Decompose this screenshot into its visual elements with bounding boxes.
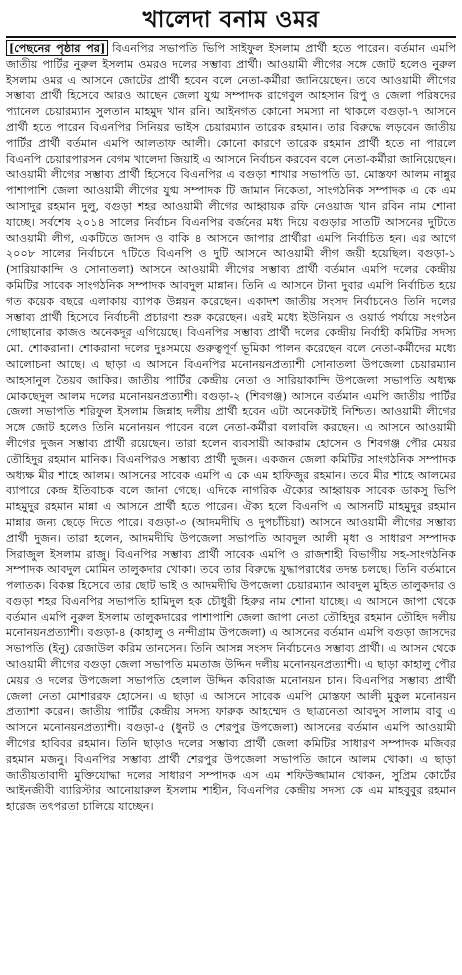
article-headline: খালেদা বনাম ওমর [142, 7, 320, 33]
article-body [6, 41, 456, 815]
article-text: বিএনপির সভাপতি ভিপি সাইফুল ইসলাম প্রার্থী হতে পারেন। বর্তমান এমপি জাতীয় পার্টির নুরুল ইসলাম ওমরও দলের সম্ভাব্য প্রার্থী। আওয়ামী লীগের সঙ্গে জোট হলেও নুরুল ইসলাম ওমর এ আসনে জোটের প্রার্থী হবেন বলে নেতা-কর্মীরা জানিয়েছেন। তবে আওয়ামী লীগের সম্ভাব্য প্রার্থী হিসেবে আরও আছেন জেলা যুগ্ম সম্পাদক রাগেবুল আহসান রিপু ও জেলা পরিষদের প্যানেল চেয়ারম্যান সুলতান মাহমুদ খান রনি। আইনগত কোনো সমস্যা না থাকলে বগুড়া-৭ আসনে প্রার্থী হতে পারেন বিএনপির সিনিয়র ভাইস চেয়ারম্যান তারেক রহমান। তার বিরুদ্ধে লড়বেন জাতীয় পার্টির প্রার্থী বর্তমান এমপি আলতাফ আলী। কোনো কারণে তারেক রহমান প্রার্থী হতে না পারলে বিএনপি চেয়ারপারসন বেগম খালেদা জিয়াই এ আসনে নির্বাচন করবেন বলে নেতা-কর্মীরা জানিয়েছেন। আওয়ামী লীগের সম্ভাব্য প্রার্থী হিসেবে বিএনপির এ বগুড়া শাখার সভাপতি ডা. মোস্তফা আলম নান্নুর পাশাপাশি জেলা আওয়ামী লীগের যুগ্ম সম্পাদক টি জামান নিকেতা, সাংগঠনিক সম্পাদক এ কে এম আসাদুর রহমান দুলু, বগুড়া শহর আওয়ামী লীগের আহ্বায়ক রফি নেওয়াজ খান রবিন নাম শোনা যাচ্ছে। সর্বশেষ ২০১৪ সালের নির্বাচন বিএনপির বর্জনের মধ্য দিয়ে বগুড়ার সাতটি আসনের দুটিতে আওয়ামী লীগ, একটিতে জাসদ ও বাকি ৪ আসনে জাপার প্রার্থীরা এমপি নির্বাচিত হন। এর আগে ২০০৮ সালের নির্বাচনে ৭টিতে বিএনপি ও দুটি আসনে আওয়ামী লীগ জয়ী হয়েছিল। বগুড়া-১ (সারিয়াকান্দি ও সোনাতলা) আসনে আওয়ামী লীগের সম্ভাব্য প্রার্থী বর্তমান এমপি দলের কেন্দ্রীয় কমিটির সাবেক সাংগঠনিক সম্পাদক আবদুল মান্নান। তিনি এ আসনে টানা দুবার এমপি নির্বাচিত হয়ে গত কয়েক বছরে এলাকায় ব্যাপক উন্নয়ন করেছেন। একাদশ জাতীয় সংসদ নির্বাচনেও তিনি দলের সম্ভাব্য প্রার্থী হিসেবে নির্বাচনী প্রচারণা শুরু করেছেন। এরই মধ্যে ইউনিয়ন ও ওয়ার্ড পর্যায়ে সংগঠন গোছানোর কাজও অনেকদূর এগিয়েছে। বিএনপির সম্ভাব্য প্রার্থী দলের কেন্দ্রীয় নির্বাহী কমিটির সদস্য মো. শোকরানা। শোকরানা দলের দুঃসময়ে গুরুত্বপূর্ণ ভূমিকা পালন করেছেন বলে নেতা-কর্মীদের মধ্যে আলোচনা আছে। এ ছাড়া এ আসনে বিএনপির মনোনয়নপ্রত্যাশী সোনাতলা উপজেলা চেয়ারম্যান আহসানুল তৈয়ব জাকির। জাতীয় পার্টির কেন্দ্রীয় নেতা ও সারিয়াকান্দি উপজেলা সভাপতি অধ্যক্ষ মোকছেদুল আলম দলের মনোনয়নপ্রত্যাশী। বগুড়া-২ (শিবগঞ্জ) আসনে বর্তমান এমপি জাতীয় পার্টির জেলা সভাপতি শরিফুল ইসলাম জিন্নাহ দলীয় প্রার্থী হবেন এটা অনেকটাই নিশ্চিত। আওয়ামী লীগের সঙ্গে জোট হলেও তিনি মনোনয়ন পাবেন বলে নেতা-কর্মীরা বলাবলি করছেন। এ আসনে আওয়ামী লীগের দুজন সম্ভাব্য প্রার্থী রয়েছেন। তারা হলেন ব্যবসায়ী আকরাম হোসেন ও শিবগঞ্জ পৌর মেয়র তৌহিদুর রহমান মানিক। বিএনপিরও সম্ভাব্য প্রার্থী দুজন। একজন জেলা কমিটির সাংগঠনিক সম্পাদক অধ্যক্ষ মীর শাহে আলম। আসনের সাবেক এমপি এ কে এম হাফিজুর রহমান। তবে মীর শাহে আলমের ব্যাপারে কেন্দ্র ইতিবাচক বলে জানা গেছে। এদিকে নাগরিক ঐক্যের আহ্বায়ক সাবেক ডাকসু ভিপি মাহমুদুর রহমান মান্না এ আসনে প্রার্থী হতে পারেন। ঐক্য হলে বিএনপি এ আসনটি মাহমুদুর রহমান মান্নার জন্য ছেড়ে দিতে পারে। বগুড়া-৩ (আদমদীঘি ও দুপচাঁচিয়া) আসনে আওয়ামী লীগের সম্ভাব্য প্রার্থী দুজন। তারা হলেন, আদমদীঘি উপজেলা সভাপতি আবদুল আলী মৃধা ও সাধারণ সম্পাদক সিরাজুল ইসলাম রাজু। বিএনপির সম্ভাব্য প্রার্থী সাবেক এমপি ও রাজশাহী বিভাগীয় সহ-সাংগঠনিক সম্পাদক আবদুল মোমিন তালুকদার খোকা। তবে তার বিরুদ্ধে যুদ্ধাপরাধের তদন্ত চলছে। তিনি বর্তমানে পলাতক। বিকল্প হিসেবে তার ছোট ভাই ও আদমদীঘি উপজেলা চেয়ারম্যান আবদুল মুহিত তালুকদার ও বগুড়া শহর বিএনপির সভাপতি হামিদুল হক চৌধুরী হিরুর নাম শোনা যাচ্ছে। এ আসনে জাপা থেকে বর্তমান এমপি নুরুল ইসলাম তালুকদারের পাশাপাশি জেলা জাপা নেতা তৌহিদুর রহমান তৌহিদ দলীয় মনোনয়নপ্রত্যাশী। বগুড়া-৪ (কাহালু ও নন্দীগ্রাম উপজেলা) এ আসনের বর্তমান এমপি বগুড়া জাসদের সভাপতি (ইনু) রেজাউল করিম তানসেন। তিনি আসন্ন সংসদ নির্বাচনেও সম্ভাব্য প্রার্থী। এ আসন থেকে আওয়ামী লীগের বগুড়া জেলা সভাপতি মমতাজ উদ্দিন দলীয় মনোনয়নপ্রত্যাশী। এ ছাড়া কাহালু পৌর মেয়র ও দলের উপজেলা সভাপতি হেলাল উদ্দিন কবিরাজ মনোনয়ন চান। বিএনপির সম্ভাব্য প্রার্থী জেলা নেতা মোশাররফ হোসেন। এ ছাড়া এ আসনে সাবেক এমপি মোস্তফা আলী মুকুল মনোনয়ন প্রত্যাশা করেন। জাতীয় পার্টির কেন্দ্রীয় সদস্য ফারুক আহম্মেদ ও ছাত্রনেতা আবদুস সালাম বাবু এ আসনে মনোনয়নপ্রত্যাশী। বগুড়া-৫ (ধুনট ও শেরপুর উপজেলা) আসনের বর্তমান এমপি আওয়ামী লীগের হাবিবর রহমান। তিনি ছাড়াও দলের সম্ভাব্য প্রার্থী জেলা কমিটির সাধারণ সম্পাদক মজিবর রহমান মজনু। বিএনপির সম্ভাব্য প্রার্থী শেরপুর উপজেলা সভাপতি জানে আলম খোকা। এ ছাড়া জাতীয়তাবাদী মুক্তিযোদ্ধা দলের সাধারণ সম্পাদক এস এম শফিউজ্জামান খোকন, সুপ্রিম কোর্টের আইনজীবী ব্যারিস্টার আনোয়ারুল ইসলাম শাহীন, বিএনপির কেন্দ্রীয় সদস্য কে এম মাহবুবুর রহমান হারেজ তৎপরতা চালিয়ে যাচ্ছেন। [6, 42, 456, 814]
continued-label: [পেছনের পৃষ্ঠার পর] [6, 40, 108, 56]
headline-rule [6, 36, 456, 38]
article-paragraph [6, 41, 456, 815]
